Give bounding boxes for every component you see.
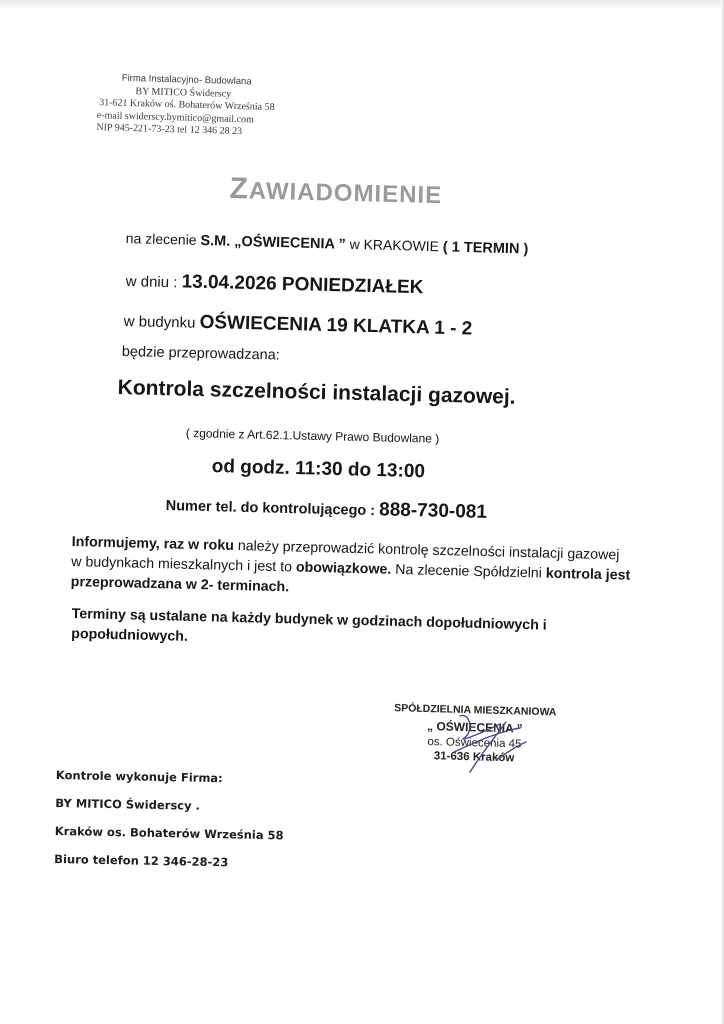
handwritten-signature (440, 702, 530, 774)
order-line (126, 230, 529, 259)
order-city: w KRAKOWIE (345, 235, 444, 255)
contractor-address: Kraków os. Bohaterów Września 58 (54, 823, 284, 843)
schedule-paragraph (71, 604, 632, 658)
coop-stamp-title: „ OŚWIECENIA ” (426, 719, 523, 736)
building-value: OŚWIECENIA 19 KLATKA 1 - 2 (199, 311, 473, 340)
info-bold-4: 2- terminach. (200, 577, 290, 596)
scan-edge-top (0, 0, 724, 10)
contractor-heading: Kontrole wykonuje Firma: (55, 768, 223, 786)
contractor-block (54, 768, 285, 884)
will-be-conducted-text: będzie przeprowadzana: (121, 344, 280, 364)
info-bold-3: kontrola jest przeprowadzana w (70, 565, 631, 594)
contractor-phone: Biuro telefon 12 346-28-23 (54, 851, 229, 870)
schedule-text: Terminy są ustalane na każdy budynek w godzinach dopołudniowych i popołudniowych. (71, 605, 547, 645)
inspector-phone-line (165, 494, 487, 524)
info-text-1: należy przeprowadzić kontrolę szczelności instalacji gazowej w budynkach mieszkalnych i jest to (71, 537, 620, 576)
order-label: na zlecenie (125, 230, 201, 248)
letterhead-address: 31-621 Kraków oś. Bohaterów Września 58 (98, 97, 275, 113)
legal-basis: ( zgodnie z Art.62.1.Ustawy Prawo Budowlane ) (185, 426, 440, 446)
building-label: w budynku (123, 312, 200, 332)
date-label: w dniu : (125, 272, 182, 292)
coop-stamp-address: os. Oświecenia 45 (427, 736, 522, 751)
document-title: ZAWIADOMIENIE (229, 172, 443, 210)
info-bold-2: obowiązkowe. (295, 559, 392, 578)
phone-value: 888-730-081 (378, 499, 488, 523)
letterhead-email: e-mail swiderscy.bymitico@gmail.com (96, 109, 255, 125)
letterhead-company-type: Firma Instalacyjno- Budowlana (121, 72, 252, 88)
building-line (123, 310, 472, 341)
letterhead-nip-phone: NIP 945-221-73-23 tel 12 346 28 23 (96, 122, 243, 138)
phone-label: Numer tel. do kontrolującego : (165, 497, 380, 520)
letterhead-company-name: BY MITICO Świderscy (135, 85, 232, 100)
info-text-2: Na zlecenie Spółdzielni (391, 561, 547, 582)
info-bold-1: Informujemy, raz w roku (71, 533, 235, 554)
inspection-hours: od godz. 11:30 do 13:00 (211, 456, 426, 483)
info-paragraph (71, 532, 632, 606)
contractor-name: BY MITICO Świderscy . (55, 795, 201, 813)
date-line (125, 270, 423, 299)
inspection-subject: Kontrola szczelności instalacji gazowej. (117, 376, 516, 409)
order-client: S.M. „OŚWIECENIA ” (200, 232, 346, 253)
company-letterhead-stamp (94, 72, 316, 141)
coop-stamp-city: 31-636 Kraków (433, 750, 515, 765)
date-value: 13.04.2026 PONIEDZIAŁEK (181, 271, 424, 299)
order-term: ( 1 TERMIN ) (442, 239, 529, 258)
coop-stamp-name: SPÓŁDZIELNIA MIESZKANIOWA (393, 702, 557, 719)
